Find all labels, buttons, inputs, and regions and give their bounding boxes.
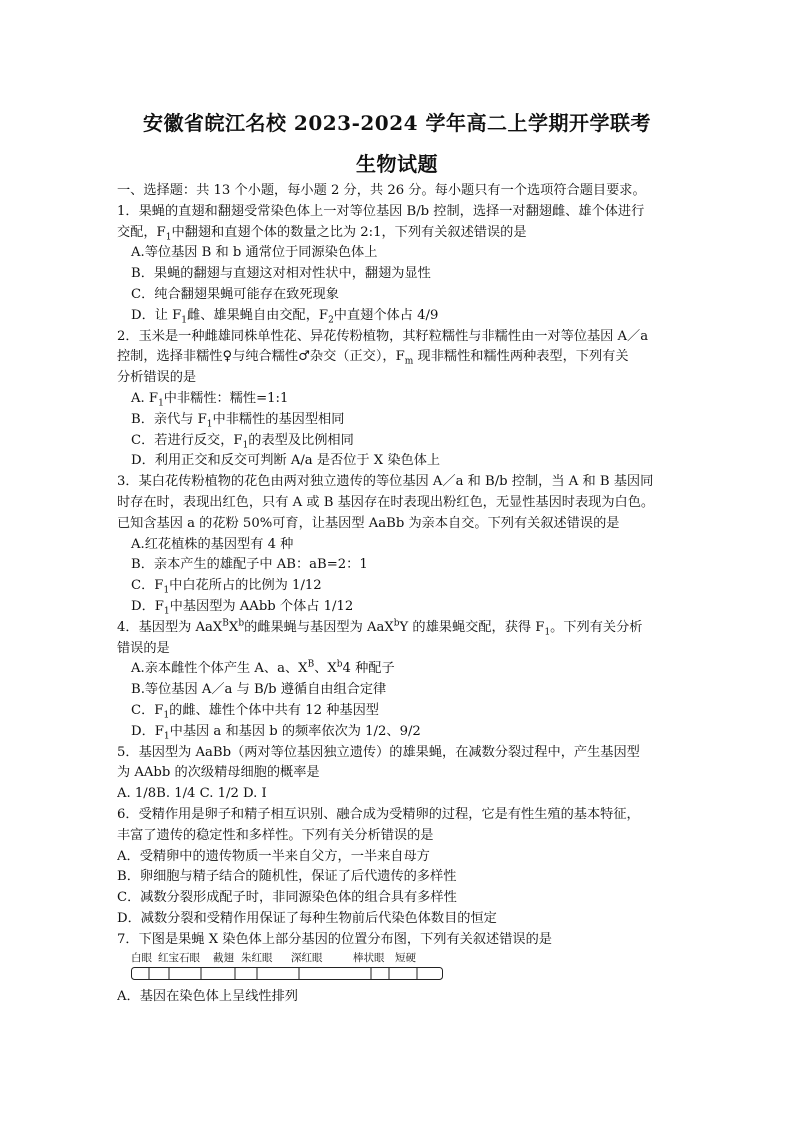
question-text: 已知含基因 a 的花粉 50%可育，让基因型 AaBb 为亲本自交。下列有关叙述错误的是: [117, 515, 620, 531]
option-d: D．利用正交和反交可判断 A/a 是否位于 X 染色体上: [131, 453, 441, 469]
question-text: 5．基因型为 AaBb（两对等位基因独立遗传）的雄果蝇，在减数分裂过程中，产生基因型: [117, 744, 640, 760]
option-b: B．果蝇的翻翅与直翅这对相对性状中，翻翅为显性: [131, 266, 431, 282]
gene-label: 短硬: [395, 952, 416, 965]
question-text: 交配，$F_1$中翻翅和直翅个体的数量之比为 2:1，下列有关叙述错误的是: [117, 224, 527, 243]
question-text: 1．果蝇的直翅和翻翅受常染色体上一对等位基因 B/b 控制，选择一对翻翅雌、雄个体进行: [117, 203, 645, 219]
question-4: [117, 618, 687, 743]
question-text: 错误的是: [117, 640, 170, 656]
question-6: [117, 805, 687, 930]
option-a: A.等位基因 B 和 b 通常位于同源染色体上: [131, 245, 378, 261]
option-c: C．减数分裂形成配子时，非同源染色体的组合具有多样性: [117, 890, 457, 906]
section-header: 一、选择题：共 13 个小题，每小题 2 分，共 26 分。每小题只有一个选项符合题目要求。: [117, 183, 646, 198]
question-text: 7．下图是果蝇 X 染色体上部分基因的位置分布图，下列有关叙述错误的是: [117, 931, 552, 947]
gene-label: 红宝石眼: [158, 952, 200, 965]
question-text: 为 AAbb 的次级精母细胞的概率是: [117, 765, 320, 781]
option-a: A.红花植株的基因型有 4 种: [131, 536, 294, 552]
option-c: C．$F_1$中白花所占的比例为 1/12: [131, 578, 322, 596]
page-subtitle: 生物试题: [356, 152, 438, 176]
question-text: 分析错误的是: [117, 370, 197, 386]
page-title: 安徽省皖江名校 2023-2024 学年高二上学期开学联考: [142, 111, 652, 135]
option-b: B．亲本产生的雄配子中 AB：aB=2：1: [131, 557, 368, 573]
option-a: A．受精卵中的遗传物质一半来自父方，一半来自母方: [117, 848, 430, 864]
gene-label: 深红眼: [291, 952, 323, 965]
gene-labels: [117, 951, 687, 965]
options-row: A. 1/8B. 1/4 C. 1/2 D. I: [117, 786, 267, 802]
option-a: A．基因在染色体上呈线性排列: [117, 989, 298, 1005]
exam-body: [117, 181, 687, 1008]
option-b: B．亲代与 $F_1$中非糯性的基因型相同: [131, 411, 345, 430]
question-text: 4．基因型为 $AaX^BX^b$的雌果蝇与基因型为 AaX$^b$Y 的雄果蝇交配，获得 $F_1$。下列有关分析: [117, 618, 643, 638]
option-c: C．$F_1$的雌、雄性个体中共有 12 种基因型: [131, 702, 379, 721]
question-1: [117, 202, 687, 327]
option-c: C．若进行反交，$F_1$的表型及比例相同: [131, 432, 354, 451]
option-c: C．纯合翻翅果蝇可能存在致死现象: [131, 286, 339, 302]
question-text: 2．玉米是一种雌雄同株单性花、异花传粉植物，其籽粒糯性与非糯性由一对等位基因 A／a: [117, 328, 649, 344]
question-text: 6．受精作用是卵子和精子相互识别、融合成为受精卵的过程，它是有性生殖的基本特征，: [117, 806, 640, 822]
question-text: 3．某白花传粉植物的花色由两对独立遗传的等位基因 A／a 和 B/b 控制，当 A 和 B 基因同: [117, 474, 654, 490]
question-3: [117, 472, 687, 618]
question-text: 时存在时，表现出红色，只有 A 或 B 基因存在时表现出粉红色，无显性基因时表现为白色。: [117, 494, 655, 510]
gene-label: 棒状眼: [353, 952, 385, 965]
option-b: B．卵细胞与精子结合的随机性，保证了后代遗传的多样性: [117, 869, 457, 885]
gene-label: 截翅: [213, 952, 234, 965]
question-7: [117, 930, 687, 1009]
gene-label: 朱红眼: [241, 952, 273, 965]
question-5: [117, 743, 687, 805]
option-d: D．减数分裂和受精作用保证了每种生物前后代染色体数目的恒定: [117, 910, 497, 926]
gene-label: 白眼: [131, 952, 152, 965]
option-a: A. $F_1$中非糯性：糯性=1:1: [131, 390, 289, 409]
option-d: D．$F_1$中基因型为 AAbb 个体占 1/12: [131, 598, 354, 617]
question-2: [117, 327, 687, 473]
option-d: D．让 $F_1$雌、雄果蝇自由交配，$F_2$中直翅个体占 4/9: [131, 307, 439, 326]
question-text: 丰富了遗传的稳定性和多样性。下列有关分析错误的是: [117, 827, 434, 843]
option-d: D．$F_1$中基因 a 和基因 b 的频率依次为 1/2、9/2: [131, 723, 421, 742]
option-b: B.等位基因 A／a 与 B/b 遵循自由组合定律: [131, 682, 387, 698]
chromosome-diagram: [131, 967, 443, 980]
chromosome-bar: [131, 967, 443, 980]
question-text: 控制，选择非糯性♀与纯合糯性♂杂交（正交），$F_m$ 现非糯性和糯性两种表型，下列有关: [117, 349, 629, 368]
option-a: A.亲本雌性个体产生 A、a、$X^B$、$X^b4$ 种配子: [131, 659, 395, 677]
